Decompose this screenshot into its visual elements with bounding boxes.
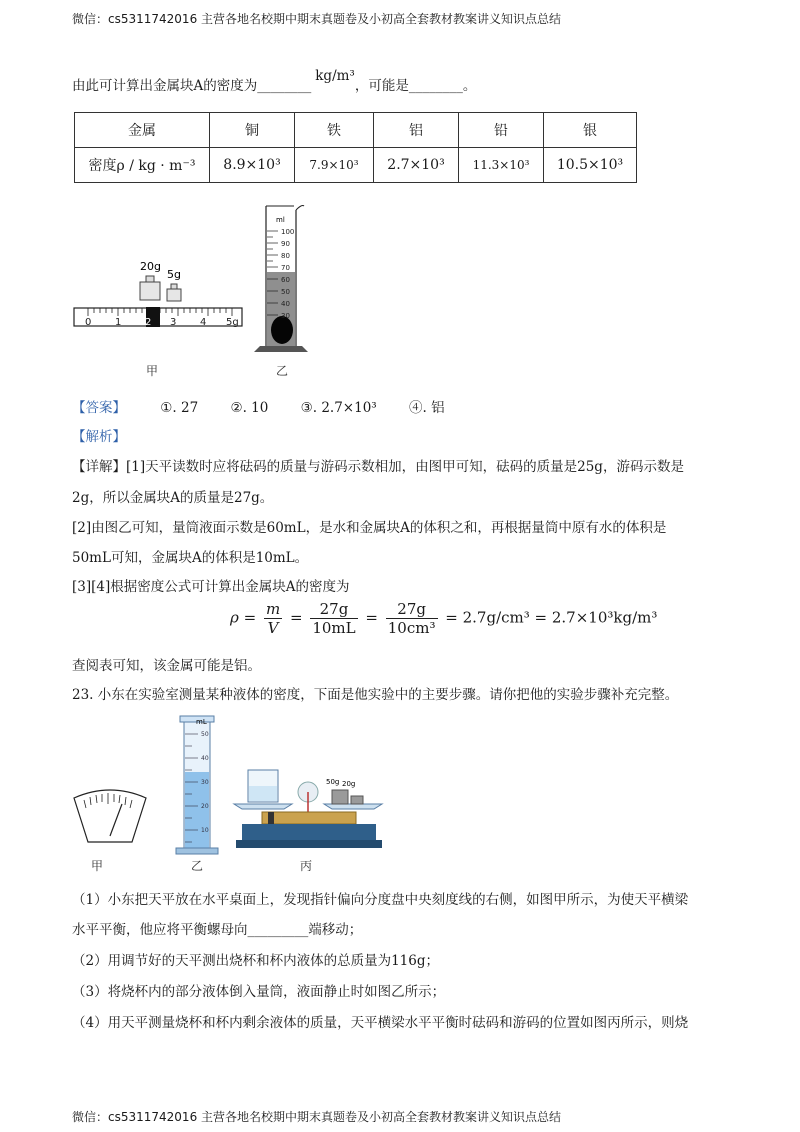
ruler-label: 1 [115,317,122,328]
ruler-label: 4 [200,317,207,328]
ruler-label: 2 [145,317,152,328]
cylinder-tick: 20 [201,803,209,810]
answer-blank-1: ________ [257,78,312,94]
weight-20g [140,260,161,300]
step-4: （4）用天平测量烧杯和杯内剩余液体的质量，天平横梁水平平衡时砝码和游码的位置如图丙所示，则烧 [72,1015,689,1031]
cylinder-tick: 80 [281,252,290,260]
answer-item: ③. 2.7×10³ [300,400,377,416]
cylinder-base [254,346,308,352]
weight-20g [351,796,363,804]
table-cell: 银 [544,113,637,148]
formula-result: = 2.7g/cm³ = 2.7×10³kg/m³ [445,608,658,627]
conclusion-line: 查阅表可知，该金属可能是铝。 [72,658,261,674]
ruler-label: 3 [170,317,177,328]
table-cell: 10.5×10³ [544,148,637,183]
weight-label: 5g [167,268,181,281]
detail-line-3: [2]由图乙可知，量筒液面示数是60mL，是水和金属块A的体积之和，再根据量筒中原有水的体积是 [72,520,667,536]
fraction-numerator: 27g [310,600,357,619]
cylinder-tick: 50 [201,731,209,738]
graduated-cylinder [254,206,308,353]
caption-jia-2: 甲 [91,859,104,873]
step-1a: （1）小东把天平放在水平桌面上，发现指针偏向分度盘中央刻度线的右侧，如图甲所示，为使天平横梁 [72,892,689,908]
cylinder-tick: 100 [281,228,295,236]
rider-slider [268,812,274,824]
table-cell: 8.9×10³ [210,148,295,183]
answer-item: ①. 27 [160,400,199,416]
cylinder-tick: 30 [281,312,290,320]
cylinder-unit: ml [276,216,285,224]
cylinder-tick: 10 [201,827,209,834]
fraction-m-v [264,600,282,637]
table-row [75,148,637,183]
weight-5g [167,268,181,301]
page-header: 微信：cs5311742016 主营各地名校期中期末真题卷及小初高全套教材教案讲义知识点总结 [72,12,562,26]
table-cell: 2.7×10³ [374,148,459,183]
step-3: （3）将烧杯内的部分液体倒入量筒，液面静止时如图乙所示； [72,984,446,1000]
table-cell: 铝 [374,113,459,148]
question-prefix: 由此可计算出金属块A的密度为 [72,78,258,94]
step-2: （2）用调节好的天平测出烧杯和杯内液体的总质量为116g； [72,953,439,969]
density-table [74,112,637,183]
fraction-27g-10cm3 [386,600,438,637]
balance-ruler [74,307,242,328]
table-cell: 铜 [210,113,295,148]
density-unit: kg/m³ [315,68,355,84]
table-cell: 11.3×10³ [459,148,544,183]
page-footer: 微信：cs5311742016 主营各地名校期中期末真题卷及小初高全套教材教案讲义知识点总结 [72,1110,562,1124]
formula-eq: = [365,608,378,627]
figure-balance-cylinder [70,198,320,378]
answer-label: 【答案】 [72,400,126,416]
formula-eq: = [289,608,303,627]
cylinder-unit: mL [196,718,207,726]
weight-label: 50g [326,778,340,786]
fraction-denominator: 10cm³ [387,619,436,637]
left-pan [234,804,292,809]
q23-stem: 23. 小东在实验室测量某种液体的密度，下面是他实验中的主要步骤。请你把他的实验步骤补充完整。 [72,687,679,703]
fraction-denominator: V [267,619,279,637]
caption-bing: 丙 [300,859,313,873]
answer-item: ②. 10 [230,400,269,416]
answer-item: ④. 铝 [409,400,445,416]
answer-blank-2: ________ [408,78,463,94]
fraction-27g-10ml [310,600,357,637]
formula-rho: ρ [230,608,239,627]
fraction-denominator: 10mL [312,619,356,637]
cylinder-tick: 40 [281,300,290,308]
table-cell: 7.9×10³ [295,148,374,183]
ruler-label: 5g [226,317,239,328]
detail-line-4: 50mL可知，金属块A的体积是10mL。 [72,550,309,566]
table-header-row [75,113,637,148]
table-cell: 铁 [295,113,374,148]
formula-eq: = [243,608,257,627]
density-formula [230,600,657,637]
cylinder-tick: 50 [281,288,290,296]
figure-q23 [70,712,400,877]
analysis-label: 【解析】 [72,429,126,445]
detail-label: 【详解】 [72,459,126,475]
detail-line-5: [3][4]根据密度公式可计算出金属块A的密度为 [72,579,350,595]
fraction-numerator: m [265,600,281,618]
q23-cylinder [176,716,218,854]
beam-ruler [262,812,356,824]
beam-balance [234,770,382,848]
detail-text: [1]天平读数时应将砝码的质量与游码示数相加，由图甲可知，砝码的质量是25g，游码示数是 [126,459,684,475]
table-cell: 金属 [75,113,210,148]
weight-label: 20g [342,780,356,788]
table-cell: 密度ρ / kg · m⁻³ [75,148,210,183]
detail-line-2: 2g，所以金属块A的质量是27g。 [72,490,274,506]
cylinder-tick: 40 [201,755,209,762]
step-1b: 水平平衡，他应将平衡螺母向_________端移动； [72,922,363,938]
question-middle: ，可能是 [354,78,409,94]
fraction-numerator: 27g [386,600,438,619]
balance-base [242,824,376,840]
answer-line [72,396,445,416]
weight-label: 20g [140,260,161,273]
detail-line-1 [72,455,684,475]
caption-yi: 乙 [276,364,289,378]
question-line [72,68,477,94]
weight-50g [332,790,348,804]
balance-dial [74,790,146,842]
cylinder-tick: 90 [281,240,290,248]
right-pan [324,804,382,809]
table-cell: 铅 [459,113,544,148]
metal-block [271,316,293,344]
caption-yi-2: 乙 [191,859,204,873]
question-end: 。 [462,78,477,94]
cylinder-tick: 60 [281,276,290,284]
ruler-label: 0 [85,317,92,328]
cylinder-tick: 70 [281,264,290,272]
cylinder-tick: 30 [201,779,209,786]
caption-jia: 甲 [146,364,159,378]
